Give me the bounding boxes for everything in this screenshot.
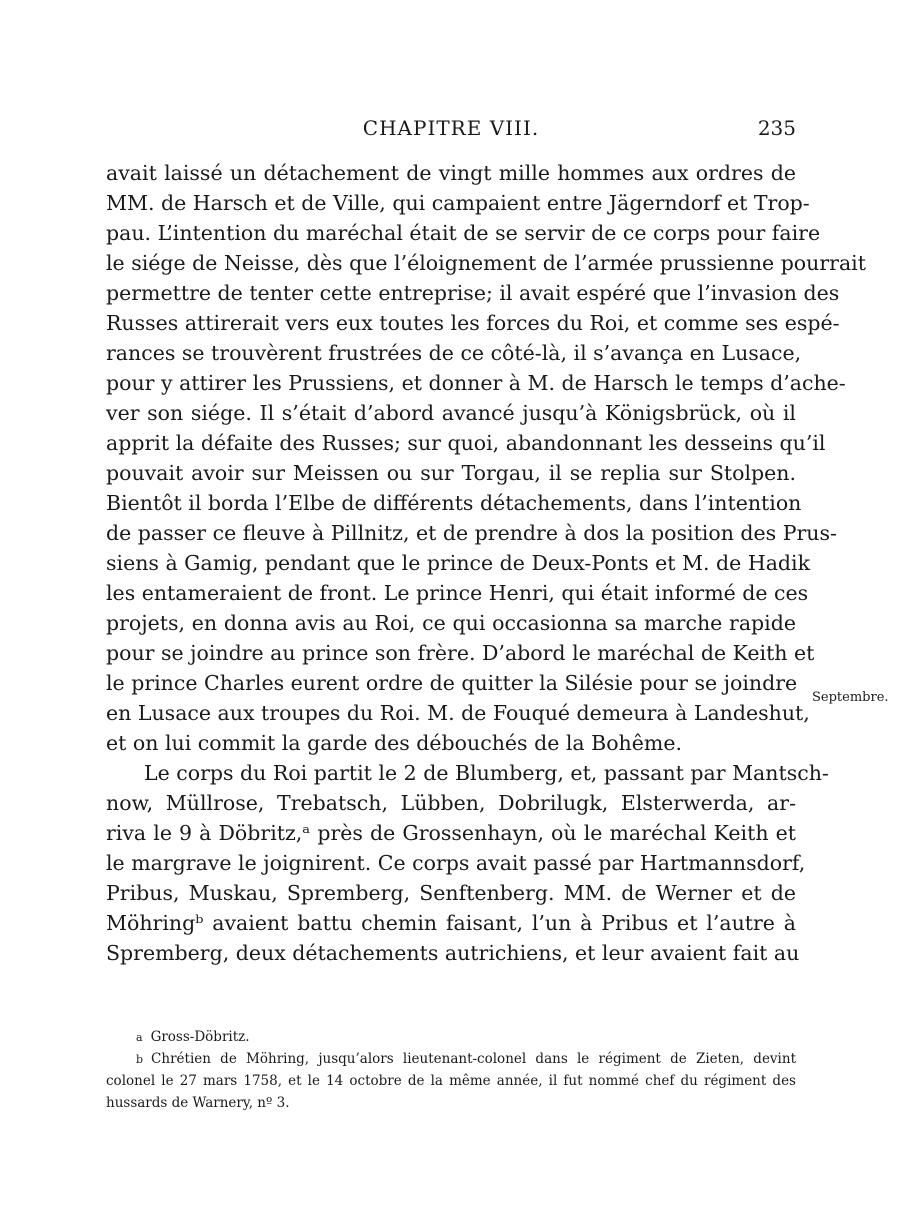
footnote-text: Chrétien de Möhring, jusqu’alors lieutenant-colonel dans le régiment de Zieten, devint (151, 1051, 796, 1067)
text-line: avait laissé un détachement de vingt mille hommes aux ordres de (106, 161, 796, 185)
text-line: le siége de Neisse, dès que l’éloignement de l’armée prussienne pourrait (106, 251, 866, 275)
text-line: permettre de tenter cette entreprise; il avait espéré que l’invasion des (106, 281, 840, 305)
text-line: Le corps du Roi partit le 2 de Blumberg, et, passant par Mantsch- (144, 761, 829, 785)
text-line: le margrave le joignirent. Ce corps avait passé par Hartmannsdorf, (106, 851, 806, 875)
text-line: MM. de Harsch et de Ville, qui campaient entre Jägerndorf et Trop- (106, 191, 810, 215)
chapter-title: CHAPITRE VIII. (362, 116, 540, 140)
running-head (106, 116, 796, 148)
text-line: siens à Gamig, pendant que le prince de Deux-Ponts et M. de Hadik (106, 551, 811, 575)
footnote-marker: a (136, 1031, 143, 1044)
footnote-marker: b (136, 1053, 144, 1066)
footnote-b (106, 1048, 796, 1070)
text-line: Bientôt il borda l’Elbe de différents détachements, dans l’intention (106, 491, 802, 515)
text-line: Pribus, Muskau, Spremberg, Senftenberg. MM. de Werner et de (106, 881, 796, 905)
footnotes (106, 1026, 796, 1114)
page-number: 235 (757, 116, 796, 140)
text-line: pau. L’intention du maréchal était de se servir de ce corps pour faire (106, 221, 821, 245)
footnote-text: Gross-Döbritz. (150, 1029, 250, 1045)
text-line: now, Müllrose, Trebatsch, Lübben, Dobrilugk, Elsterwerda, ar- (106, 791, 796, 815)
text-line: apprit la défaite des Russes; sur quoi, abandonnant les desseins qu’il (106, 431, 826, 455)
text-line: projets, en donna avis au Roi, ce qui occasionna sa marche rapide (106, 611, 796, 635)
text-line: Russes attirerait vers eux toutes les forces du Roi, et comme ses espé- (106, 311, 840, 335)
text-line: de passer ce fleuve à Pillnitz, et de prendre à dos la position des Prus- (106, 521, 837, 545)
text-line: le prince Charles eurent ordre de quitter la Silésie pour se joindre (106, 671, 798, 695)
text-line: en Lusace aux troupes du Roi. M. de Fouqué demeura à Landeshut, (106, 701, 810, 725)
text-line: et on lui commit la garde des débouchés de la Bohême. (106, 731, 682, 755)
text-line: pouvait avoir sur Meissen ou sur Torgau, il se replia sur Stolpen. (106, 461, 796, 485)
text-line: Spremberg, deux détachements autrichiens, et leur avaient fait au (106, 941, 800, 965)
text-line: riva le 9 à Döbritz,ᵃ près de Grossenhayn, où le maréchal Keith et (106, 821, 796, 845)
footnote-text: hussards de Warnery, nº 3. (106, 1095, 290, 1111)
footnote-text: colonel le 27 mars 1758, et le 14 octobre de la même année, il fut nommé chef du régiment des (106, 1073, 796, 1089)
text-line: Möhringᵇ avaient battu chemin faisant, l’un à Pribus et l’autre à (106, 911, 796, 935)
text-line: ver son siége. Il s’était d’abord avancé jusqu’à Königsbrück, où il (106, 401, 796, 425)
text-line: pour se joindre au prince son frère. D’abord le maréchal de Keith et (106, 641, 815, 665)
footnote-a (106, 1026, 796, 1048)
text-line: pour y attirer les Prussiens, et donner à M. de Harsch le temps d’ache- (106, 371, 846, 395)
text-line: rances se trouvèrent frustrées de ce côté-là, il s’avança en Lusace, (106, 341, 802, 365)
text-line: les entameraient de front. Le prince Henri, qui était informé de ces (106, 581, 809, 605)
margin-note: Septembre. (812, 690, 889, 705)
